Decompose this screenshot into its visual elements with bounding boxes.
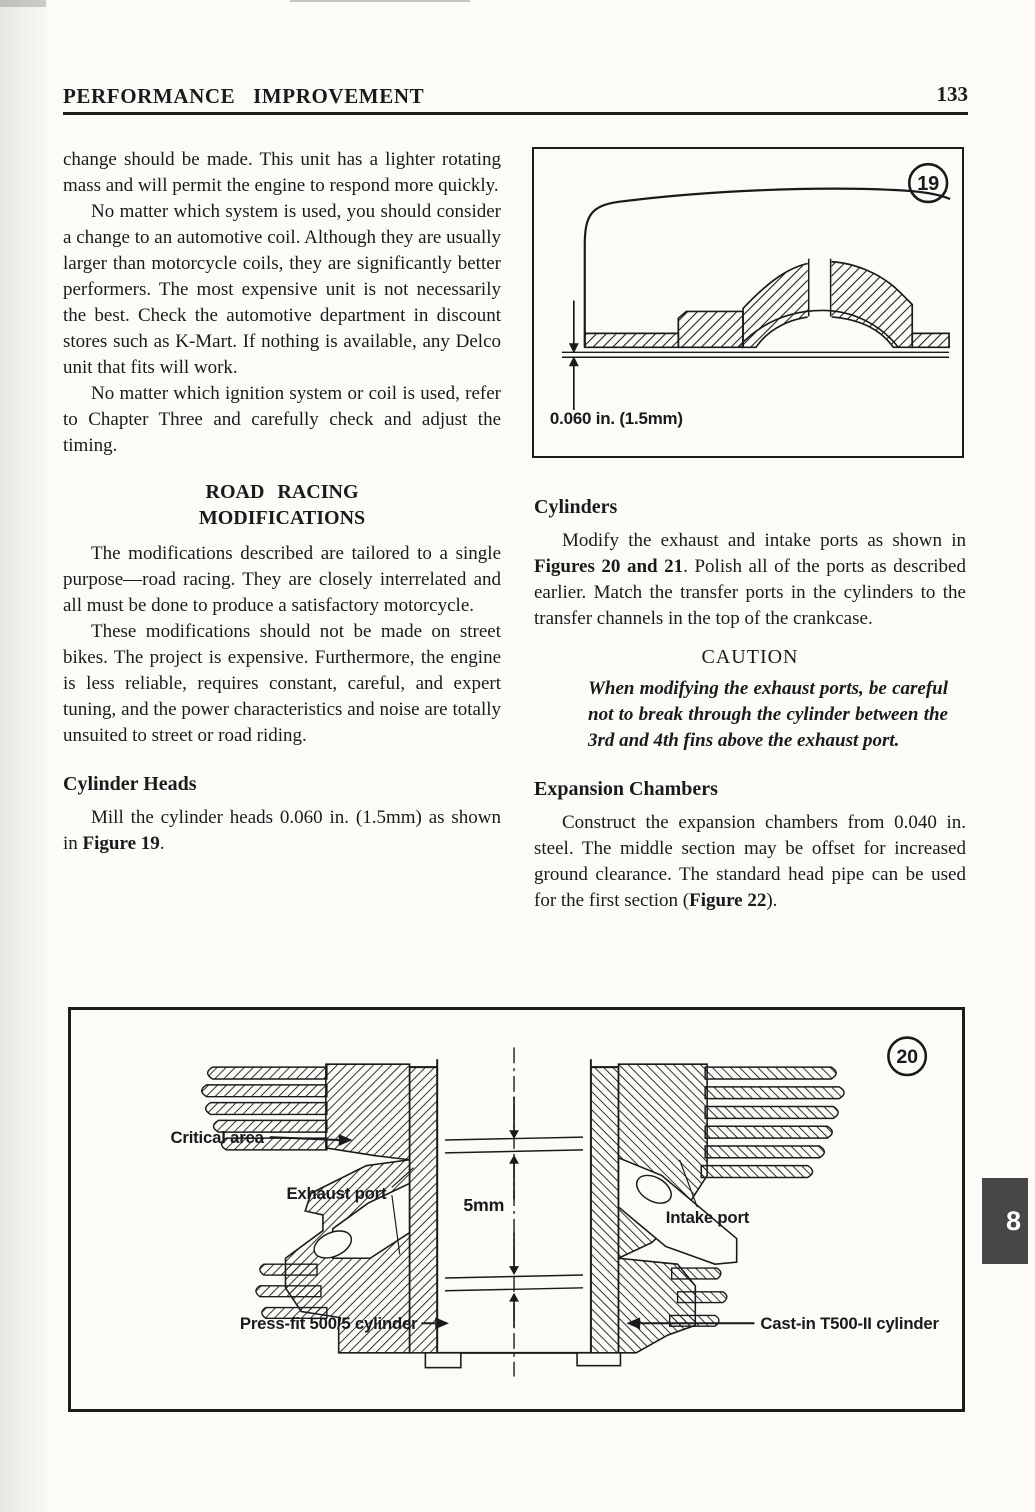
scan-artifact — [0, 0, 46, 7]
figure-19 — [532, 147, 964, 458]
svg-text:19: 19 — [917, 173, 940, 196]
running-head: PERFORMANCE IMPROVEMENT — [63, 84, 425, 108]
subheading-cylinders: Cylinders — [534, 496, 618, 518]
body-paragraph: No matter which system is used, you should consider a change to an automotive coil. Although they are usually larger than motorcycle coils, they are significantly better performers. The most expensive unit is not necessarily the best. Check the automotive department in discount stores such as K-Mart. If nothing is available, any Delco unit that fits will work. — [63, 201, 501, 378]
page-number: 133 — [936, 82, 968, 106]
body-paragraph: Mill the cylinder heads 0.060 in. (1.5mm) as shown in Figure 19. — [63, 807, 501, 854]
dimension-5mm-label: 5mm — [463, 1194, 505, 1215]
body-paragraph: Modify the exhaust and intake ports as shown in Figures 20 and 21. Polish all of the ports as described earlier. Match the transfer ports in the cylinders to the transfer channels in the top of the crankcase. — [534, 530, 966, 629]
svg-text:20: 20 — [896, 1046, 918, 1069]
figure-20-number-badge — [888, 1038, 925, 1075]
liner-skirt — [577, 1353, 620, 1366]
cast-in-label: Cast-in T500-II cylinder — [760, 1314, 939, 1334]
press-fit-cylinder-section — [202, 1064, 410, 1353]
body-paragraph: change should be made. This unit has a lighter rotating mass and will permit the engine to respond more quickly. — [63, 149, 501, 196]
subheading-expansion-chambers: Expansion Chambers — [534, 778, 718, 800]
section-heading-line2: MODIFICATIONS — [198, 507, 366, 529]
right-column — [534, 147, 966, 914]
section-heading-road-racing — [63, 479, 501, 531]
body-paragraph: These modifications should not be made on street bikes. The project is expensive. Furthermore, the engine is less reliable, requires constant, careful, and expert tuning, and the power characteristics and noise are totally unsuited to street or road riding. — [63, 621, 501, 746]
body-paragraph: No matter which ignition system or coil is used, refer to Chapter Three and carefully check and adjust the timing. — [63, 383, 501, 456]
press-fit-label: Press-fit 500/5 cylinder — [239, 1314, 418, 1334]
body-paragraph: The modifications described are tailored to a single purpose—road racing. They are closely interrelated and all must be done to produce a satisfactory motorcycle. — [63, 543, 501, 616]
subheading-cylinder-heads: Cylinder Heads — [63, 773, 197, 795]
caution-text: When modifying the exhaust ports, be careful not to break through the cylinder between the 3rd and 4th fins above the exhaust port. — [588, 678, 948, 751]
figure-19-drawing — [534, 149, 962, 456]
header-rule — [63, 112, 968, 115]
caution-heading: CAUTION — [701, 646, 799, 668]
press-fit-liner — [410, 1067, 438, 1353]
left-column — [63, 147, 501, 857]
figure-19-dimension-label: 0.060 in. (1.5mm) — [549, 408, 683, 428]
body-paragraph: Construct the expansion chambers from 0.040 in. steel. The middle section may be offset for increased ground clearance. The standard head pipe can be used for the first section (Figure 22). — [534, 812, 966, 911]
scan-gutter-shadow — [0, 0, 54, 1512]
dimension-arrows — [569, 301, 579, 410]
figure-19-number-badge — [909, 164, 947, 202]
head-cross-section — [585, 256, 949, 348]
intake-port-label: Intake port — [665, 1207, 750, 1227]
section-heading-line1: ROAD RACING — [205, 481, 359, 503]
cast-in-liner — [591, 1067, 619, 1353]
figure-20 — [68, 1007, 965, 1412]
chapter-tab: 8 — [982, 1178, 1028, 1264]
exhaust-port-label: Exhaust port — [286, 1184, 387, 1204]
figure-20-drawing — [71, 1010, 962, 1409]
scan-artifact — [290, 0, 470, 2]
critical-area-label: Critical area — [170, 1128, 264, 1147]
liner-skirt — [425, 1353, 460, 1368]
